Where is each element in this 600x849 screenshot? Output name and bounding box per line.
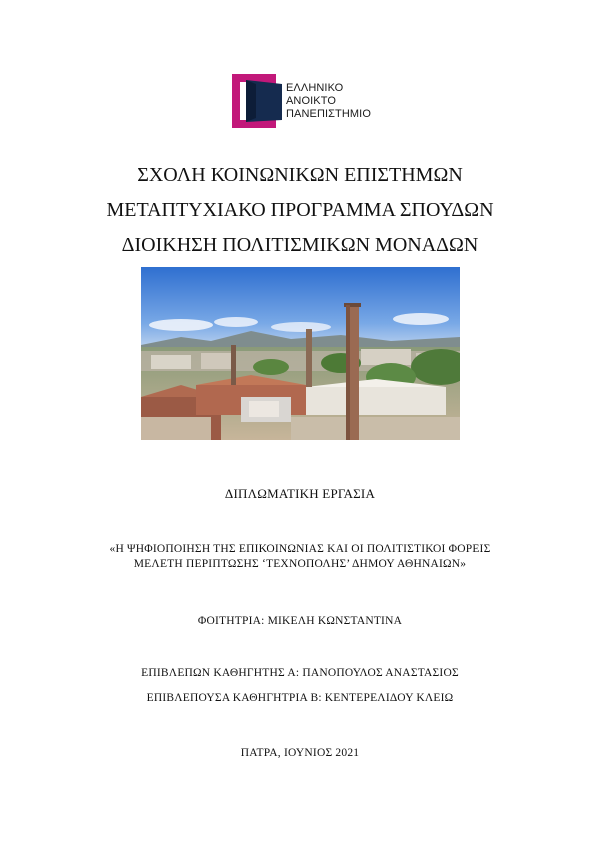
thesis-title-line-2: ΜΕΛΕΤΗ ΠΕΡΙΠΤΩΣΗΣ ‘ΤΕΧΝΟΠΟΛΗΣ’ ΔΗΜΟΥ ΑΘΗΝΑΙΩΝ» — [133, 558, 467, 570]
logo-line-3: ΠΑΝΕΠΙΣΤΗΜΙΟ — [286, 108, 371, 120]
supervisor-b: ΕΠΙΒΛΕΠΟΥΣΑ ΚΑΘΗΓΗΤΡΙΑ Β: ΚΕΝΤΕΡΕΛΙΔΟΥ ΚΛΕΙΩ — [146, 692, 454, 704]
thesis-title-line-1: «Η ΨΗΦΙΟΠΟΙΗΣΗ ΤΗΣ ΕΠΙΚΟΙΝΩΝΙΑΣ ΚΑΙ ΟΙ ΠΟΛΙΤΙΣΤΙΚΟΙ ΦΟΡΕΙΣ — [109, 543, 491, 555]
school-name: ΣΧΟΛΗ ΚΟΙΝΩΝΙΚΩΝ ΕΠΙΣΤΗΜΩΝ — [137, 164, 463, 186]
logo-text — [286, 82, 371, 121]
technopolis-photo — [141, 267, 460, 440]
logo-mark-icon — [232, 74, 286, 128]
program-name: ΜΕΤΑΠΤΥΧΙΑΚΟ ΠΡΟΓΡΑΜΜΑ ΣΠΟΥΔΩΝ — [106, 199, 494, 221]
place-date: ΠΑΤΡΑ, ΙΟΥΝΙΟΣ 2021 — [240, 747, 360, 759]
department-name: ΔΙΟΙΚΗΣΗ ΠΟΛΙΤΙΣΜΙΚΩΝ ΜΟΝΑΔΩΝ — [121, 234, 479, 256]
supervisor-a: ΕΠΙΒΛΕΠΩΝ ΚΑΘΗΓΗΤΗΣ Α: ΠΑΝΟΠΟΥΛΟΣ ΑΝΑΣΤΑΣΙΟΣ — [141, 667, 459, 679]
student-name: ΦΟΙΤΗΤΡΙΑ: ΜΙΚΕΛΗ ΚΩΝΣΤΑΝΤΙΝΑ — [197, 615, 403, 627]
document-type: ΔΙΠΛΩΜΑΤΙΚΗ ΕΡΓΑΣΙΑ — [224, 486, 376, 501]
university-logo — [232, 74, 382, 128]
logo-line-2: ΑΝΟΙΚΤΟ — [286, 95, 337, 107]
logo-line-1: ΕΛΛΗΝΙΚΟ — [286, 82, 344, 94]
